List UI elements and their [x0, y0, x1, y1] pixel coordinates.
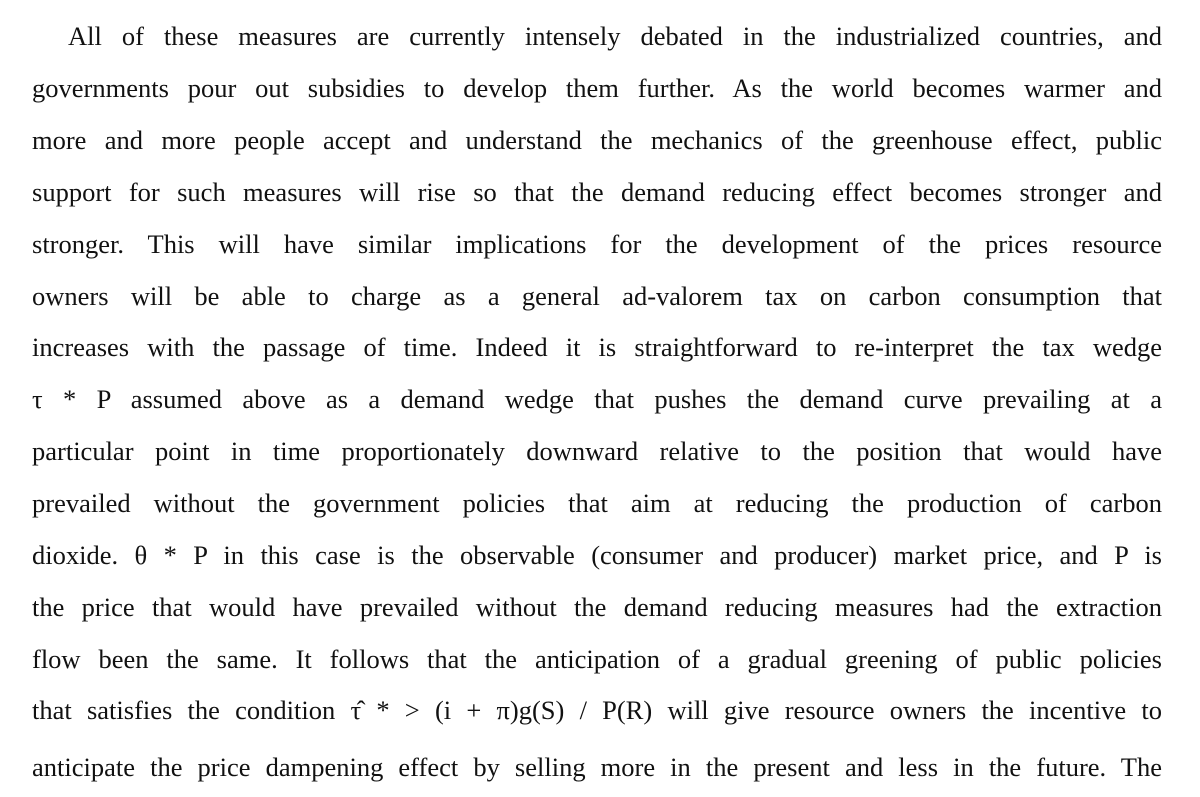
text-line: particular point in time proportionately downward relative to the position that would have — [32, 436, 1162, 466]
text-line: All of these measures are currently intensely debated in the industrialized countries, and — [68, 21, 1162, 51]
text-line: τ * P assumed above as a demand wedge that pushes the demand curve prevailing at a — [32, 384, 1162, 414]
text-line: support for such measures will rise so that the demand reducing effect becomes stronger and — [32, 177, 1162, 207]
text-line: that satisfies the condition τ̂ * > (i + π)g(S) / P(R) will give resource owners the incentive to — [32, 695, 1162, 725]
text-line: dioxide. θ * P in this case is the observable (consumer and producer) market price, and P is — [32, 540, 1162, 570]
text-line: owners will be able to charge as a general ad-valorem tax on carbon consumption that — [32, 281, 1162, 311]
text-line: increases with the passage of time. Indeed it is straightforward to re-interpret the tax wedge — [32, 332, 1162, 362]
text-line: flow been the same. It follows that the anticipation of a gradual greening of public policies — [32, 644, 1162, 674]
paper-page — [32, 0, 1162, 797]
text-line: the price that would have prevailed without the demand reducing measures had the extraction — [32, 592, 1162, 622]
text-line: governments pour out subsidies to develop them further. As the world becomes warmer and — [32, 73, 1162, 103]
text-line: prevailed without the government policies that aim at reducing the production of carbon — [32, 488, 1162, 518]
text-line: anticipate the price dampening effect by selling more in the present and less in the future. The — [32, 752, 1162, 782]
text-line: stronger. This will have similar implications for the development of the prices resource — [32, 229, 1162, 259]
text-line: more and more people accept and understand the mechanics of the greenhouse effect, public — [32, 125, 1162, 155]
